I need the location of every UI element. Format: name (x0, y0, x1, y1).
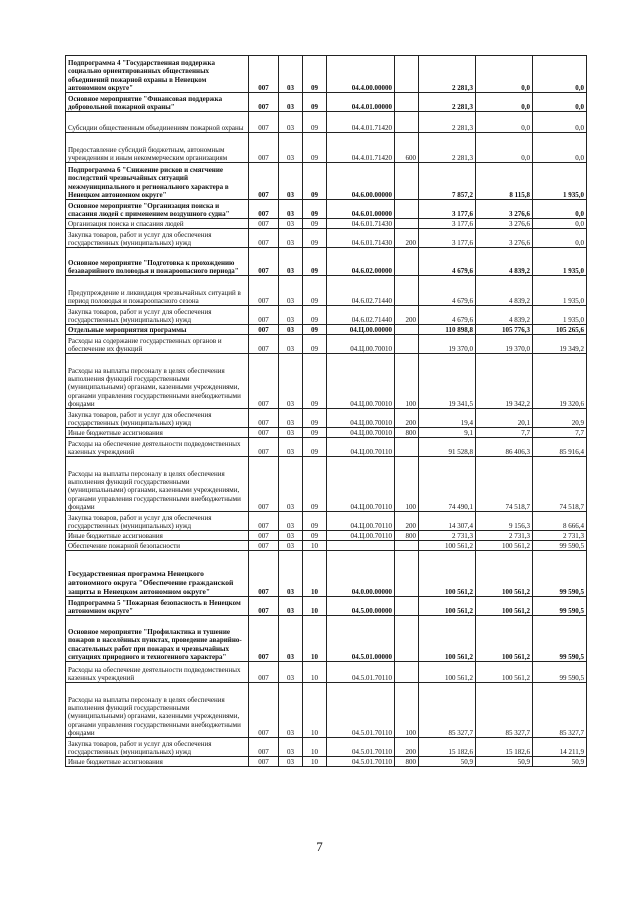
ministry-code: 007 (249, 738, 279, 757)
amount-year-1: 15 182,6 (419, 738, 476, 757)
table-row (66, 662, 587, 683)
table-row (66, 512, 587, 531)
amount-year-2: 0,0 (476, 56, 533, 93)
ministry-code: 007 (249, 531, 279, 541)
amount-year-2: 4 839,2 (476, 276, 533, 306)
expense-type-code: 800 (395, 757, 419, 767)
target-article-code: 04.Ц.00.70110 (327, 512, 395, 531)
amount-year-3: 7,7 (533, 428, 587, 438)
expense-type-code (395, 662, 419, 683)
target-article-code (327, 541, 395, 551)
ministry-code: 007 (249, 683, 279, 738)
expense-type-code (395, 616, 419, 662)
target-article-code: 04.Ц.00.00000 (327, 325, 395, 335)
subsection-code: 09 (303, 457, 327, 512)
amount-year-3: 0,0 (533, 229, 587, 248)
expense-type-code: 100 (395, 683, 419, 738)
section-code: 03 (279, 200, 303, 219)
section-code: 03 (279, 248, 303, 276)
ministry-code: 007 (249, 229, 279, 248)
table-row (66, 541, 587, 551)
expense-type-code (395, 56, 419, 93)
table-row (66, 248, 587, 276)
subsection-code: 09 (303, 133, 327, 163)
ministry-code: 007 (249, 93, 279, 112)
target-article-code: 04.0.00.00000 (327, 551, 395, 597)
row-name: Расходы на содержание государственных органов и обеспечение их функций (66, 335, 249, 354)
table-row (66, 354, 587, 409)
section-code: 03 (279, 409, 303, 428)
amount-year-3: 0,0 (533, 56, 587, 93)
subsection-code: 10 (303, 683, 327, 738)
ministry-code: 007 (249, 354, 279, 409)
amount-year-2: 105 776,3 (476, 325, 533, 335)
subsection-code: 09 (303, 306, 327, 325)
amount-year-3: 0,0 (533, 112, 587, 133)
section-code: 03 (279, 738, 303, 757)
amount-year-2: 8 115,8 (476, 163, 533, 200)
amount-year-3: 1 935,0 (533, 248, 587, 276)
ministry-code: 007 (249, 56, 279, 93)
amount-year-1: 100 561,2 (419, 662, 476, 683)
ministry-code: 007 (249, 163, 279, 200)
amount-year-2: 74 518,7 (476, 457, 533, 512)
subsection-code: 10 (303, 551, 327, 597)
section-code: 03 (279, 325, 303, 335)
row-name: Расходы на обеспечение деятельности подведомственных казенных учреждений (66, 662, 249, 683)
amount-year-1: 4 679,6 (419, 276, 476, 306)
amount-year-3: 0,0 (533, 219, 587, 229)
subsection-code: 10 (303, 541, 327, 551)
row-name: Закупка товаров, работ и услуг для обеспечения государственных (муниципальных) нужд (66, 306, 249, 325)
subsection-code: 10 (303, 662, 327, 683)
table-row (66, 438, 587, 457)
budget-table (65, 55, 587, 767)
target-article-code: 04.Ц.00.70010 (327, 335, 395, 354)
expense-type-code (395, 219, 419, 229)
row-name: Подпрограмма 6 "Снижение рисков и смягчение последствий чрезвычайных ситуаций межмуниципального и регионального характера в Ненецком автономном округе" (66, 163, 249, 200)
amount-year-1: 3 177,6 (419, 200, 476, 219)
expense-type-code (395, 325, 419, 335)
amount-year-3: 99 590,5 (533, 662, 587, 683)
section-code: 03 (279, 512, 303, 531)
target-article-code: 04.Ц.00.70010 (327, 428, 395, 438)
amount-year-3: 99 590,5 (533, 551, 587, 597)
table-row (66, 276, 587, 306)
subsection-code: 09 (303, 56, 327, 93)
expense-type-code: 800 (395, 428, 419, 438)
table-row (66, 428, 587, 438)
amount-year-2: 19 370,0 (476, 335, 533, 354)
target-article-code: 04.6.02.71440 (327, 306, 395, 325)
amount-year-3: 50,9 (533, 757, 587, 767)
amount-year-1: 4 679,6 (419, 248, 476, 276)
target-article-code: 04.6.01.00000 (327, 200, 395, 219)
subsection-code: 09 (303, 335, 327, 354)
amount-year-1: 74 490,1 (419, 457, 476, 512)
expense-type-code: 100 (395, 457, 419, 512)
amount-year-1: 2 281,3 (419, 56, 476, 93)
row-name: Подпрограмма 5 "Пожарная безопасность в Ненецком автономном округе" (66, 597, 249, 616)
amount-year-1: 19 370,0 (419, 335, 476, 354)
amount-year-2: 4 839,2 (476, 306, 533, 325)
expense-type-code (395, 541, 419, 551)
row-name: Основное мероприятие "Подготовка к прохождению безаварийного половодья и пожароопасного периода" (66, 248, 249, 276)
amount-year-2: 100 561,2 (476, 662, 533, 683)
target-article-code: 04.4.01.71420 (327, 112, 395, 133)
subsection-code: 09 (303, 512, 327, 531)
section-code: 03 (279, 56, 303, 93)
table-row (66, 56, 587, 93)
subsection-code: 10 (303, 757, 327, 767)
expense-type-code (395, 112, 419, 133)
expense-type-code: 200 (395, 409, 419, 428)
amount-year-3: 1 935,0 (533, 163, 587, 200)
ministry-code: 007 (249, 551, 279, 597)
amount-year-2: 100 561,2 (476, 541, 533, 551)
row-name: Расходы на выплаты персоналу в целях обеспечения выполнения функций государственными (муниципальными) органами, казенными учреждениями, органами управления государственными внебюджетными фондами (66, 457, 249, 512)
section-code: 03 (279, 133, 303, 163)
ministry-code: 007 (249, 409, 279, 428)
expense-type-code: 100 (395, 354, 419, 409)
table-row (66, 93, 587, 112)
target-article-code: 04.Ц.00.70110 (327, 531, 395, 541)
ministry-code: 007 (249, 512, 279, 531)
amount-year-3: 99 590,5 (533, 541, 587, 551)
subsection-code: 09 (303, 219, 327, 229)
row-name: Закупка товаров, работ и услуг для обеспечения государственных (муниципальных) нужд (66, 409, 249, 428)
section-code: 03 (279, 276, 303, 306)
target-article-code: 04.6.02.71440 (327, 276, 395, 306)
subsection-code: 09 (303, 531, 327, 541)
amount-year-1: 91 528,8 (419, 438, 476, 457)
table-row (66, 335, 587, 354)
table-row (66, 597, 587, 616)
section-code: 03 (279, 219, 303, 229)
row-name: Расходы на обеспечение деятельности подведомственных казенных учреждений (66, 438, 249, 457)
amount-year-2: 100 561,2 (476, 551, 533, 597)
subsection-code: 10 (303, 597, 327, 616)
expense-type-code (395, 248, 419, 276)
subsection-code: 09 (303, 163, 327, 200)
section-code: 03 (279, 335, 303, 354)
subsection-code: 09 (303, 229, 327, 248)
ministry-code: 007 (249, 438, 279, 457)
target-article-code: 04.Ц.00.70010 (327, 354, 395, 409)
ministry-code: 007 (249, 616, 279, 662)
ministry-code: 007 (249, 428, 279, 438)
ministry-code: 007 (249, 248, 279, 276)
ministry-code: 007 (249, 597, 279, 616)
target-article-code: 04.Ц.00.70010 (327, 409, 395, 428)
amount-year-1: 3 177,6 (419, 229, 476, 248)
amount-year-2: 15 182,6 (476, 738, 533, 757)
amount-year-2: 9 156,3 (476, 512, 533, 531)
row-name: Иные бюджетные ассигнования (66, 531, 249, 541)
amount-year-1: 3 177,6 (419, 219, 476, 229)
ministry-code: 007 (249, 219, 279, 229)
subsection-code: 10 (303, 738, 327, 757)
amount-year-1: 9,1 (419, 428, 476, 438)
amount-year-1: 100 561,2 (419, 597, 476, 616)
expense-type-code: 200 (395, 306, 419, 325)
row-name: Закупка товаров, работ и услуг для обеспечения государственных (муниципальных) нужд (66, 738, 249, 757)
amount-year-3: 0,0 (533, 133, 587, 163)
expense-type-code: 200 (395, 229, 419, 248)
amount-year-2: 86 406,3 (476, 438, 533, 457)
target-article-code: 04.6.01.71430 (327, 229, 395, 248)
row-name: Иные бюджетные ассигнования (66, 428, 249, 438)
row-name: Расходы на выплаты персоналу в целях обеспечения выполнения функций государственными (муниципальными) органами, казенными учреждениями, органами управления государственными внебюджетными фондами (66, 354, 249, 409)
subsection-code: 09 (303, 428, 327, 438)
amount-year-2: 20,1 (476, 409, 533, 428)
subsection-code: 09 (303, 248, 327, 276)
amount-year-3: 99 590,5 (533, 597, 587, 616)
expense-type-code (395, 438, 419, 457)
section-code: 03 (279, 93, 303, 112)
amount-year-1: 4 679,6 (419, 306, 476, 325)
amount-year-3: 2 731,3 (533, 531, 587, 541)
subsection-code: 09 (303, 200, 327, 219)
budget-table-body (66, 56, 587, 767)
amount-year-2: 4 839,2 (476, 248, 533, 276)
subsection-code: 09 (303, 276, 327, 306)
amount-year-1: 14 307,4 (419, 512, 476, 531)
amount-year-2: 2 731,3 (476, 531, 533, 541)
table-row (66, 757, 587, 767)
row-name: Предоставление субсидий бюджетным, автономным учреждениям и иным некоммерческим организациям (66, 133, 249, 163)
section-code: 03 (279, 428, 303, 438)
amount-year-2: 50,9 (476, 757, 533, 767)
section-code: 03 (279, 597, 303, 616)
expense-type-code (395, 597, 419, 616)
subsection-code: 09 (303, 325, 327, 335)
amount-year-2: 100 561,2 (476, 616, 533, 662)
amount-year-1: 2 281,3 (419, 133, 476, 163)
table-row (66, 163, 587, 200)
amount-year-3: 14 211,9 (533, 738, 587, 757)
ministry-code: 007 (249, 757, 279, 767)
subsection-code: 09 (303, 93, 327, 112)
target-article-code: 04.5.01.00000 (327, 616, 395, 662)
amount-year-1: 2 281,3 (419, 112, 476, 133)
expense-type-code: 200 (395, 512, 419, 531)
amount-year-2: 0,0 (476, 112, 533, 133)
expense-type-code (395, 276, 419, 306)
table-row (66, 325, 587, 335)
row-name: Организация поиска и спасания людей (66, 219, 249, 229)
section-code: 03 (279, 541, 303, 551)
amount-year-3: 0,0 (533, 93, 587, 112)
table-row (66, 551, 587, 597)
expense-type-code (395, 551, 419, 597)
amount-year-2: 19 342,2 (476, 354, 533, 409)
row-name: Основное мероприятие "Профилактика и тушение пожаров в населённых пунктах, проведение аварийно-спасательных работ при пожарах и чрезвычайных ситуациях природного и техногенного характера" (66, 616, 249, 662)
amount-year-2: 0,0 (476, 133, 533, 163)
expense-type-code: 200 (395, 738, 419, 757)
amount-year-2: 3 276,6 (476, 229, 533, 248)
row-name: Обеспечение пожарной безопасности (66, 541, 249, 551)
ministry-code: 007 (249, 662, 279, 683)
row-name: Предупреждение и ликвидация чрезвычайных ситуаций в период половодья и пожароопасного сезона (66, 276, 249, 306)
amount-year-1: 2 281,3 (419, 93, 476, 112)
section-code: 03 (279, 531, 303, 541)
section-code: 03 (279, 354, 303, 409)
amount-year-3: 19 349,2 (533, 335, 587, 354)
row-name: Основное мероприятие "Организация поиска и спасания людей с применением воздушного судна" (66, 200, 249, 219)
budget-table-container (65, 55, 586, 767)
target-article-code: 04.6.02.00000 (327, 248, 395, 276)
section-code: 03 (279, 438, 303, 457)
section-code: 03 (279, 457, 303, 512)
table-row (66, 112, 587, 133)
target-article-code: 04.5.00.00000 (327, 597, 395, 616)
row-name: Иные бюджетные ассигнования (66, 757, 249, 767)
amount-year-3: 8 666,4 (533, 512, 587, 531)
table-row (66, 133, 587, 163)
target-article-code: 04.5.01.70110 (327, 757, 395, 767)
ministry-code: 007 (249, 541, 279, 551)
row-name: Отдельные мероприятия программы (66, 325, 249, 335)
target-article-code: 04.5.01.70110 (327, 683, 395, 738)
expense-type-code (395, 335, 419, 354)
amount-year-3: 74 518,7 (533, 457, 587, 512)
amount-year-1: 100 561,2 (419, 541, 476, 551)
section-code: 03 (279, 551, 303, 597)
table-row (66, 306, 587, 325)
amount-year-3: 1 935,0 (533, 276, 587, 306)
ministry-code: 007 (249, 457, 279, 512)
target-article-code: 04.4.00.00000 (327, 56, 395, 93)
amount-year-3: 85 916,4 (533, 438, 587, 457)
amount-year-1: 19,4 (419, 409, 476, 428)
table-row (66, 409, 587, 428)
amount-year-1: 19 341,5 (419, 354, 476, 409)
row-name: Закупка товаров, работ и услуг для обеспечения государственных (муниципальных) нужд (66, 512, 249, 531)
target-article-code: 04.6.01.71430 (327, 219, 395, 229)
subsection-code: 10 (303, 616, 327, 662)
amount-year-3: 85 327,7 (533, 683, 587, 738)
row-name: Субсидии общественным объединениям пожарной охраны (66, 112, 249, 133)
amount-year-1: 100 561,2 (419, 551, 476, 597)
table-row (66, 229, 587, 248)
target-article-code: 04.4.01.00000 (327, 93, 395, 112)
amount-year-2: 100 561,2 (476, 597, 533, 616)
amount-year-1: 2 731,3 (419, 531, 476, 541)
target-article-code: 04.4.01.71420 (327, 133, 395, 163)
section-code: 03 (279, 683, 303, 738)
target-article-code: 04.5.01.70110 (327, 738, 395, 757)
table-row (66, 616, 587, 662)
subsection-code: 09 (303, 354, 327, 409)
amount-year-1: 110 898,8 (419, 325, 476, 335)
amount-year-1: 100 561,2 (419, 616, 476, 662)
ministry-code: 007 (249, 325, 279, 335)
table-row (66, 531, 587, 541)
page-number: 7 (316, 839, 323, 854)
ministry-code: 007 (249, 276, 279, 306)
amount-year-2: 85 327,7 (476, 683, 533, 738)
target-article-code: 04.Ц.00.70110 (327, 457, 395, 512)
expense-type-code: 800 (395, 531, 419, 541)
ministry-code: 007 (249, 335, 279, 354)
amount-year-2: 3 276,6 (476, 200, 533, 219)
row-name: Основное мероприятие "Финансовая поддержка добровольной пожарной охраны" (66, 93, 249, 112)
ministry-code: 007 (249, 133, 279, 163)
table-row (66, 457, 587, 512)
row-name: Расходы на выплаты персоналу в целях обеспечения выполнения функций государственными (муниципальными) органами, казенными учреждениями, органами управления государственными внебюджетными фондами (66, 683, 249, 738)
section-code: 03 (279, 662, 303, 683)
section-code: 03 (279, 306, 303, 325)
row-name: Закупка товаров, работ и услуг для обеспечения государственных (муниципальных) нужд (66, 229, 249, 248)
amount-year-3: 19 320,6 (533, 354, 587, 409)
amount-year-3: 105 265,6 (533, 325, 587, 335)
amount-year-1: 85 327,7 (419, 683, 476, 738)
table-row (66, 738, 587, 757)
subsection-code: 09 (303, 409, 327, 428)
amount-year-1: 50,9 (419, 757, 476, 767)
ministry-code: 007 (249, 306, 279, 325)
ministry-code: 007 (249, 200, 279, 219)
amount-year-3: 20,9 (533, 409, 587, 428)
amount-year-3: 1 935,0 (533, 306, 587, 325)
amount-year-2: 0,0 (476, 93, 533, 112)
section-code: 03 (279, 163, 303, 200)
expense-type-code (395, 200, 419, 219)
amount-year-3: 99 590,5 (533, 616, 587, 662)
table-row (66, 200, 587, 219)
section-code: 03 (279, 616, 303, 662)
row-name: Государственная программа Ненецкого автономного округа "Обеспечение гражданской защиты в Ненецком автономном округе" (66, 551, 249, 597)
subsection-code: 09 (303, 438, 327, 457)
amount-year-1: 7 857,2 (419, 163, 476, 200)
amount-year-3: 0,0 (533, 200, 587, 219)
target-article-code: 04.Ц.00.70110 (327, 438, 395, 457)
expense-type-code (395, 163, 419, 200)
ministry-code: 007 (249, 112, 279, 133)
table-row (66, 219, 587, 229)
section-code: 03 (279, 757, 303, 767)
section-code: 03 (279, 112, 303, 133)
target-article-code: 04.6.00.00000 (327, 163, 395, 200)
expense-type-code (395, 93, 419, 112)
amount-year-2: 3 276,6 (476, 219, 533, 229)
table-row (66, 683, 587, 738)
amount-year-2: 7,7 (476, 428, 533, 438)
target-article-code: 04.5.01.70110 (327, 662, 395, 683)
row-name: Подпрограмма 4 "Государственная поддержка социально ориентированных общественных объединений пожарной охраны в Ненецком автономном округе" (66, 56, 249, 93)
subsection-code: 09 (303, 112, 327, 133)
expense-type-code: 600 (395, 133, 419, 163)
section-code: 03 (279, 229, 303, 248)
